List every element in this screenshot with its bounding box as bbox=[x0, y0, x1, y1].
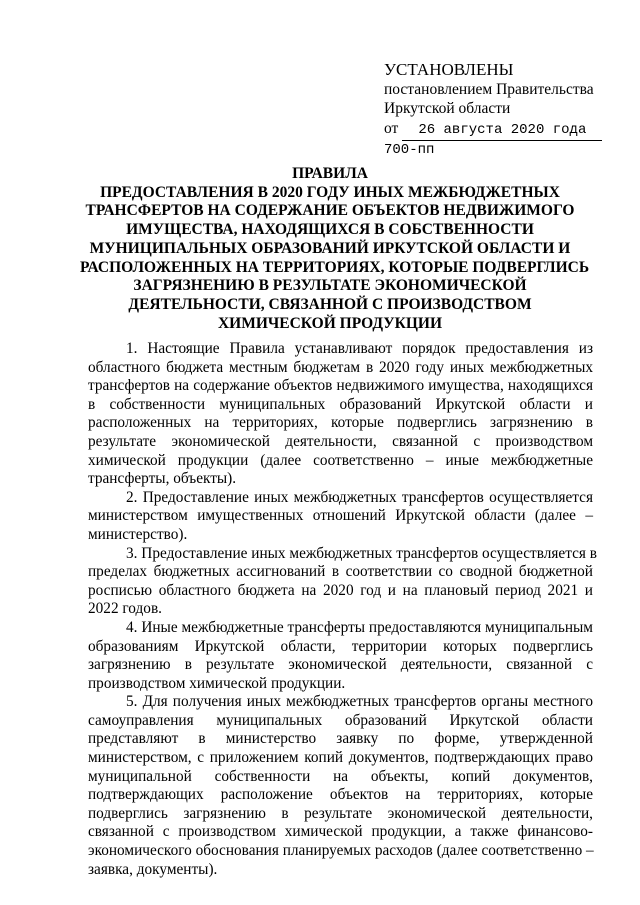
text-line: 4. Иные межбюджетные трансферты предоставляются муниципальным bbox=[126, 618, 593, 636]
text-line: трансферты, объекты). bbox=[88, 470, 237, 488]
approval-line-3: Иркутской области bbox=[384, 100, 511, 117]
approval-title: УСТАНОВЛЕНЫ bbox=[384, 60, 514, 79]
title-line: ИМУЩЕСТВА, НАХОДЯЩИХСЯ В СОБСТВЕННОСТИ bbox=[126, 221, 534, 239]
approval-line-2: постановлением Правительства bbox=[384, 80, 594, 98]
text-line: представляют в министерство заявку по форме, утвержденной bbox=[88, 730, 593, 748]
text-line: расположенных на территориях, которые подверглись загрязнению в bbox=[88, 414, 593, 432]
text-line: 5. Для получения иных межбюджетных трансфертов органы местного bbox=[126, 693, 593, 711]
title-line: РАСПОЛОЖЕННЫХ НА ТЕРРИТОРИЯХ, КОТОРЫЕ ПОДВЕРГЛИСЬ bbox=[80, 258, 590, 276]
text-line: загрязнению в результате экономической деятельности, связанной с bbox=[88, 656, 593, 674]
document-title bbox=[80, 165, 590, 333]
approval-date-prefix: от bbox=[384, 119, 399, 137]
text-line: министерство). bbox=[88, 525, 188, 543]
text-line: министерством, с приложением копий документов, подтверждающих право bbox=[88, 749, 593, 767]
text-line: подтверждающих расположение объектов на территориях, которые bbox=[88, 786, 593, 804]
text-line: министерством имущественных отношений Иркутской области (далее – bbox=[88, 507, 593, 525]
text-line: муниципальной собственности на объекты, копий документов, bbox=[88, 767, 593, 785]
text-line: результате экономической деятельности, связанной с производством bbox=[88, 432, 593, 450]
paragraph-1 bbox=[88, 340, 593, 489]
title-line: ПРЕДОСТАВЛЕНИЯ В 2020 ГОДУ ИНЫХ МЕЖБЮДЖЕТНЫХ bbox=[100, 183, 560, 201]
text-line: 2. Предоставление иных межбюджетных трансфертов осуществляется bbox=[126, 488, 593, 506]
text-line: подверглись загрязнению в результате экономической деятельности, bbox=[88, 804, 593, 822]
approval-date-line bbox=[384, 119, 624, 142]
title-line: ДЕЯТЕЛЬНОСТИ, СВЯЗАННОЙ С ПРОИЗВОДСТВОМ bbox=[128, 295, 532, 313]
text-line: пределах бюджетных ассигнований в соответствии со сводной бюджетной bbox=[88, 563, 593, 581]
text-line: областного бюджета местным бюджетам в 2020 году иных межбюджетных bbox=[88, 358, 593, 376]
text-line: 1. Настоящие Правила устанавливают порядок предоставления из bbox=[126, 340, 593, 357]
text-line: экономического обоснования планируемых расходов (далее соответственно – bbox=[88, 842, 594, 860]
paragraph-2 bbox=[88, 489, 593, 545]
text-line: образованиям Иркутской области, территории которых подверглись bbox=[88, 637, 593, 655]
title-line: ПРАВИЛА bbox=[292, 165, 368, 182]
text-line: в собственности муниципальных образований Иркутской области и bbox=[88, 395, 593, 413]
document-body bbox=[88, 340, 597, 879]
title-line: ЗАГРЯЗНЕНИЮ В РЕЗУЛЬТАТЕ ЭКОНОМИЧЕСКОЙ bbox=[133, 277, 527, 295]
paragraph-3 bbox=[88, 544, 597, 619]
text-line: заявка, документы). bbox=[88, 860, 218, 878]
text-line: 3. Предоставление иных межбюджетных трансфертов осуществляется в bbox=[126, 544, 597, 562]
paragraph-4 bbox=[88, 619, 593, 693]
title-line: ХИМИЧЕСКОЙ ПРОДУКЦИИ bbox=[217, 314, 443, 332]
text-line: самоуправления муниципальных образований Иркутской области bbox=[88, 711, 593, 729]
approval-stamp bbox=[384, 60, 624, 161]
text-line: 2022 годов. bbox=[88, 600, 162, 618]
text-line: росписью областного бюджета на 2020 год и на плановый период 2021 и bbox=[88, 581, 593, 599]
text-line: химической продукции (далее соответственно – иные межбюджетные bbox=[88, 451, 593, 469]
paragraph-5 bbox=[88, 693, 593, 879]
text-line: трансфертов на содержание объектов недвижимого имущества, находящихся bbox=[88, 377, 593, 395]
text-line: производством химической продукции. bbox=[88, 674, 346, 692]
title-line: ТРАНСФЕРТОВ НА СОДЕРЖАНИЕ ОБЪЕКТОВ НЕДВИЖИМОГО bbox=[85, 202, 575, 220]
approval-date: 26 августа 2020 года bbox=[402, 121, 602, 142]
title-line: МУНИЦИПАЛЬНЫХ ОБРАЗОВАНИЙ ИРКУТСКОЙ ОБЛАСТИ И bbox=[89, 239, 571, 257]
text-line: связанной с производством химической продукции, а также финансово- bbox=[88, 823, 593, 841]
approval-number: 700-пп bbox=[384, 142, 435, 158]
